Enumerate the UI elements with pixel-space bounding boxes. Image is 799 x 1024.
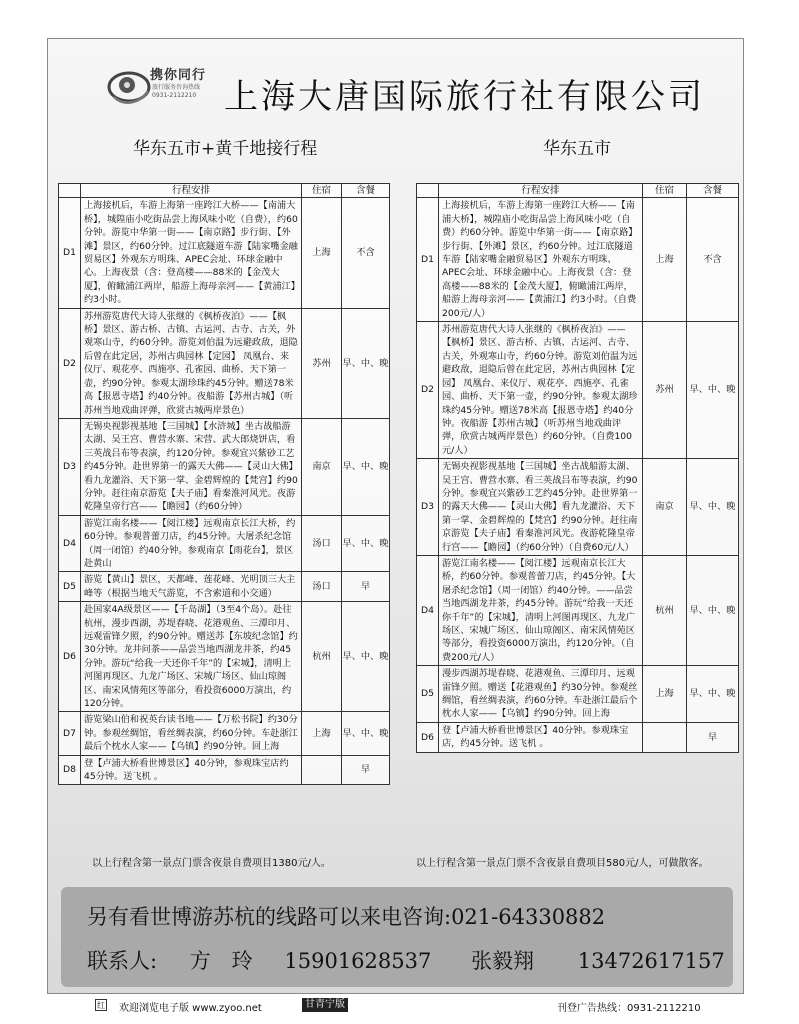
schedule-cell: 上海接机后，车游上海第一座跨江大桥——【南浦大桥】，城隍庙小吃街品尝上海风味小吃（自费），约60分钟。游览中华第一街——【南京路】步行街、【外滩】景区，约60分钟。过江底隧道车游【陆家嘴金融贸易区】外观东方明珠、APEC会址、环球金融中心。上海夜景（含：登高楼——88米的【金茂大厦】，俯瞰浦江两岸，船游上海母亲河——【黄浦江】约3小时。 — [81, 198, 302, 308]
stay-cell: 汤口 — [302, 515, 342, 572]
table-header-row — [417, 184, 739, 198]
schedule-cell: 游览江南名楼——【阅江楼】远观南京长江大桥，约60分钟。参观普蕾刀店，约45分钟。【大屠杀纪念馆】（周一闭馆）约40分钟。——品尝当地西湖龙井茶，约45分钟。游玩“给我一天还你千年”的【宋城】，清明上河图再现区、九龙广场区、宋城广场区、仙山琼阁区、南宋风情苑区等部分，看投资6000万演出，约120分钟。（自费200元/人） — [439, 555, 643, 665]
price-note-left: 以上行程含第一景点门票含夜景自费项目1380元/人。 — [92, 858, 331, 869]
ad-hotline: 刊登广告热线：0931-2112210 — [557, 1003, 701, 1014]
table-header-row — [59, 184, 390, 198]
page-footer — [95, 996, 715, 1016]
day-cell: D3 — [59, 418, 81, 515]
table-row — [417, 198, 739, 322]
table-row — [59, 418, 390, 515]
logo-phone: 0931-2112210 — [152, 92, 197, 99]
subtitle-left: 华东五市+黄千地接行程 — [133, 139, 318, 159]
stay-cell: 杭州 — [302, 602, 342, 712]
schedule-cell: 游览梁山伯和祝英台读书地——【万松书院】约30分钟。参观丝绸馆，看丝绸表演，约60分钟。车赴浙江最后个枕水人家——【乌镇】约90分钟。回上海 — [81, 712, 302, 755]
table-row — [59, 515, 390, 572]
schedule-cell: 苏州游览唐代大诗人张继的《枫桥夜泊》——【枫桥】景区、游古桥、古镇、古运河、古寺、古关，外观寒山寺，约60分钟。游览刘伯温为远避政敌，退隐后曾在此定居，苏州古典园林【定园】 凤凰台、来仪厅、观花亭、西施亭、孔雀园、曲桥、天下第一壶，约90分钟。参观太湖珍珠约45分钟。赠送78米高【报恩寺塔】约40分钟。夜船游【苏州古城】（听苏州当地戏曲评弹，欣赏古城两岸景色）约60分钟。（自费100元/人） — [439, 322, 643, 459]
stay-cell: 上海 — [643, 198, 687, 322]
header-meals: 含餐 — [342, 184, 390, 198]
contact-phone-1: 15901628537 — [284, 949, 432, 973]
schedule-cell: 游览【黄山】景区，天都峰、莲花峰、光明顶三大主峰等（根据当地天气游览，不含索道和小交通） — [81, 572, 302, 602]
meals-cell: 早、中、晚 — [342, 712, 390, 755]
footer-mark: 红 — [97, 1001, 105, 1010]
logo-subtext: 旅行服务咨询热线 — [152, 84, 201, 91]
table-row — [59, 308, 390, 418]
price-note-right: 以上行程含第一景点门票不含夜景自费项目580元/人，可做散客。 — [416, 858, 709, 869]
meals-cell: 早、中、晚 — [687, 555, 739, 665]
itinerary-table-right — [416, 183, 739, 753]
stay-cell — [302, 755, 342, 785]
stay-cell: 上海 — [302, 712, 342, 755]
day-cell: D4 — [59, 515, 81, 572]
stay-cell: 苏州 — [643, 322, 687, 459]
header-schedule: 行程安排 — [81, 184, 302, 198]
stay-cell: 上海 — [302, 198, 342, 308]
schedule-cell: 游览江南名楼——【阅江楼】远观南京长江大桥，约60分钟。参观普蕾刀店，约45分钟。大屠杀纪念馆（周一闭馆）约40分钟。参观南京【雨花台】，景区赴黄山 — [81, 515, 302, 572]
contact-banner — [61, 887, 733, 987]
header-stay: 住宿 — [643, 184, 687, 198]
table-row — [59, 572, 390, 602]
table-row — [417, 722, 739, 752]
schedule-cell: 登【卢浦大桥看世博景区】40分钟，参观珠宝店约45分钟。送飞机 。 — [81, 755, 302, 785]
day-cell: D7 — [59, 712, 81, 755]
day-cell: D1 — [417, 198, 439, 322]
meals-cell: 早、中、晚 — [687, 459, 739, 556]
schedule-cell: 无锡央视影视基地【三国城】【水浒城】坐古战船游太湖、吴王宫、曹营水寨、宋营、武大郎烧饼店，看三英战吕布等表演，约120分钟。参观宜兴紫砂工艺约45分钟。赴世界第一的露天大佛——【灵山大佛】看九龙灌浴、天下第一掌、金碧辉煌的【梵宫】约90分钟。赶往南京游览【夫子庙】看秦淮河风光。夜游乾隆皇帝行宫——【瞻园】（约60分钟） — [81, 418, 302, 515]
header-day — [59, 184, 81, 198]
schedule-cell: 上海接机后，车游上海第一座跨江大桥——【南浦大桥】，城隍庙小吃街品尝上海风味小吃（自费）约60分钟。游览中华第一街——【南京路】步行街、【外滩】景区，约60分钟。过江底隧道车游【陆家嘴金融贸易区】外观东方明珠、APEC会址、环球金融中心。上海夜景（含：登高楼——88米的【金茂大厦】，俯瞰浦江两岸，船游上海母亲河——【黄浦江】约3小时。（自费200元/人） — [439, 198, 643, 322]
meals-cell: 早、中、晚 — [342, 515, 390, 572]
brochure-page — [47, 38, 744, 994]
day-cell: D2 — [59, 308, 81, 418]
contact-name-1: 方 玲 — [189, 949, 253, 973]
meals-cell: 早、中、晚 — [342, 602, 390, 712]
stay-cell: 南京 — [302, 418, 342, 515]
stay-cell: 南京 — [643, 459, 687, 556]
day-cell: D2 — [417, 322, 439, 459]
stay-cell: 杭州 — [643, 555, 687, 665]
day-cell: D5 — [417, 666, 439, 723]
table-row — [417, 322, 739, 459]
schedule-cell: 登【卢浦大桥看世博景区】40分钟。参观珠宝店，约45分钟。送飞机 。 — [439, 722, 643, 752]
footer-welcome: 欢迎浏览电子版 www.zyoo.net — [119, 1003, 262, 1014]
table-row — [417, 459, 739, 556]
table-row — [59, 602, 390, 712]
day-cell: D4 — [417, 555, 439, 665]
logo-swirl-icon — [106, 63, 152, 109]
stay-cell: 汤口 — [302, 572, 342, 602]
meals-cell: 早 — [687, 722, 739, 752]
day-cell: D1 — [59, 198, 81, 308]
schedule-cell: 苏州游览唐代大诗人张继的《枫桥夜泊》——【枫桥】景区、游古桥、古镇、古运河、古寺、古关，外观寒山寺，约60分钟。游览刘伯温为远避政敌，退隐后曾在此定居，苏州古典园林【定园】 凤凰台、来仪厅、观花亭、西施亭、孔雀园、曲桥、天下第一壶，约90分钟。参观太湖珍珠约45分钟。赠送78米高【报恩寺塔】约40分钟。夜船游【苏州古城】（听苏州当地戏曲评弹，欣赏古城两岸景色） — [81, 308, 302, 418]
schedule-cell: 无锡央视影视基地【三国城】坐古战船游太湖、吴王宫、曹营水寨、看三英战吕布等表演，约90分钟。参观宜兴紫砂工艺约45分钟。赴世界第一的露天大佛——【灵山大佛】看九龙灌浴、天下第一掌、金碧辉煌的【梵宫】约90分钟。赶往南京游览【夫子庙】看秦淮河风光。夜游乾隆皇帝行宫——【瞻园】（约60分钟）（自费60元/人） — [439, 459, 643, 556]
contact-name-2: 张毅翔 — [471, 949, 535, 973]
day-cell: D6 — [417, 722, 439, 752]
stay-cell — [643, 722, 687, 752]
day-cell: D8 — [59, 755, 81, 785]
header-day — [417, 184, 439, 198]
table-row — [417, 666, 739, 723]
contact-phone-2: 13472617157 — [577, 949, 725, 973]
meals-cell: 早、中、晚 — [687, 666, 739, 723]
table-row — [59, 712, 390, 755]
table-row — [417, 555, 739, 665]
schedule-cell: 赴国家4A级景区——【千岛湖】（3至4个岛）。赴往杭州，漫步西湖，苏堤春晓、花港观鱼、三潭印月、远观雷锋夕照，约90分钟。赠送苏【东坡纪念馆】约30分钟。龙井问茶——品尝当地西湖龙井茶，约45分钟。游玩“给我一天还你千年”的【宋城】，清明上河图再现区、九龙广场区、宋城广场区、仙山琼阁区、南宋风情苑区等部分，看投资6000万演出，约120分钟。 — [81, 602, 302, 712]
company-name: 上海大唐国际旅行社有限公司 — [224, 77, 705, 117]
itinerary-table-left — [58, 183, 390, 785]
subtitle-right: 华东五市 — [543, 139, 611, 159]
header-stay: 住宿 — [302, 184, 342, 198]
contact-persons — [87, 945, 725, 975]
day-cell: D5 — [59, 572, 81, 602]
meals-cell: 早、中、晚 — [342, 418, 390, 515]
day-cell: D3 — [417, 459, 439, 556]
logo-text: 携你同行 — [150, 68, 207, 83]
consult-line: 另有看世博游苏杭的线路可以来电咨询:021-64330882 — [87, 905, 606, 929]
stay-cell: 上海 — [643, 666, 687, 723]
meals-cell: 早 — [342, 572, 390, 602]
day-cell: D6 — [59, 602, 81, 712]
meals-cell: 早、中、晚 — [687, 322, 739, 459]
schedule-cell: 漫步西湖苏堤春晓、花港观鱼、三潭印月、远观雷锋夕照。赠送【花港观鱼】约30分钟。参观丝绸馆，看丝绸表演，约60分钟。车赴浙江最后个枕水人家——【乌镇】约90分钟。回上海 — [439, 666, 643, 723]
meals-cell: 不含 — [342, 198, 390, 308]
agency-logo — [106, 61, 216, 111]
stay-cell: 苏州 — [302, 308, 342, 418]
header-meals: 含餐 — [687, 184, 739, 198]
edition-badge: 甘青宁版 — [302, 998, 348, 1012]
meals-cell: 早 — [342, 755, 390, 785]
table-row — [59, 198, 390, 308]
contact-label: 联系人: — [87, 949, 158, 973]
header-schedule: 行程安排 — [439, 184, 643, 198]
meals-cell: 早、中、晚 — [342, 308, 390, 418]
table-row — [59, 755, 390, 785]
meals-cell: 不含 — [687, 198, 739, 322]
